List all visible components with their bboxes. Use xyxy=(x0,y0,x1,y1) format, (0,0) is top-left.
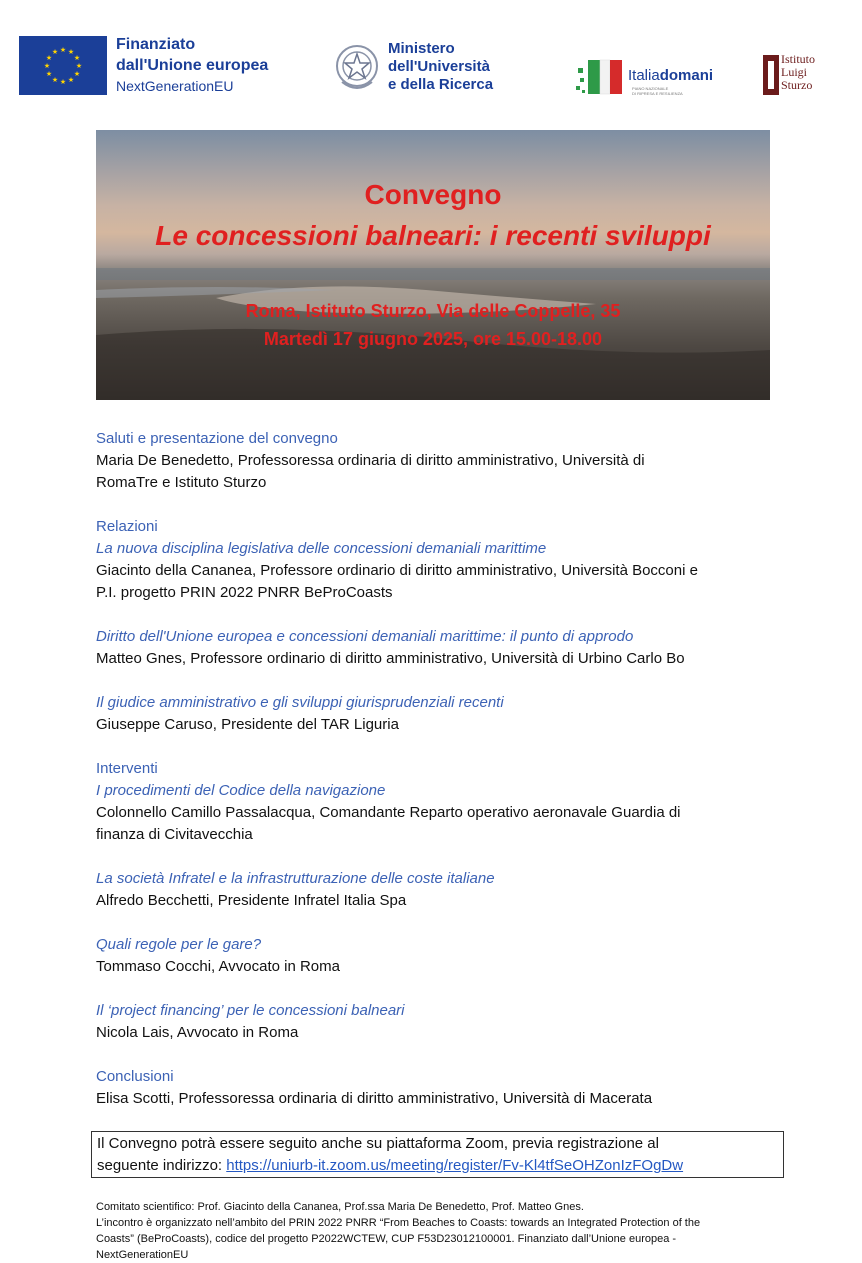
speaker: Tommaso Cocchi, Avvocato in Roma xyxy=(96,958,340,975)
event-banner xyxy=(96,130,770,400)
logo-header xyxy=(0,0,862,120)
talk-title: Diritto dell'Unione europea e concessioni demaniali marittime: il punto di approdo xyxy=(96,628,634,645)
talk-title: Quali regole per le gare? xyxy=(96,936,262,953)
talk-title: La nuova disciplina legislativa delle concessioni demaniali marittime xyxy=(96,540,547,557)
svg-text:★: ★ xyxy=(45,54,53,62)
beach-photo-illustration xyxy=(96,130,770,400)
ministry-label: Ministero dell'Università e della Ricerca xyxy=(388,40,494,93)
sturzo-label: Istituto Luigi Sturzo xyxy=(781,52,816,92)
zoom-link-line: seguente indirizzo: https://uniurb-it.zoom.us/meeting/register/Fv-Kl4tfSeOHZonIzFOgDw xyxy=(97,1157,684,1174)
speaker: P.I. progetto PRIN 2022 PNRR BeProCoasts xyxy=(96,584,393,601)
footer-line: L’incontro è organizzato nell’ambito del PRIN 2022 PNRR “From Beaches to Coasts: towards an Integrated Protection of the xyxy=(96,1217,701,1229)
talk-title: La società Infratel e la infrastrutturazione delle coste italiane xyxy=(96,870,495,887)
speaker: finanza di Civitavecchia xyxy=(96,826,253,843)
program xyxy=(96,428,786,1110)
italiadomani-label: Italiadomani xyxy=(628,67,714,84)
section-heading-interventi: Interventi xyxy=(96,760,158,777)
zoom-registration-box xyxy=(91,1131,784,1178)
svg-text:★: ★ xyxy=(51,76,59,84)
section-heading-conclusioni: Conclusioni xyxy=(96,1068,174,1085)
speaker: Giuseppe Caruso, Presidente del TAR Liguria xyxy=(96,716,399,733)
event-date: Martedì 17 giugno 2025, ore 15.00-18.00 xyxy=(263,329,603,349)
svg-text:★: ★ xyxy=(67,76,75,84)
svg-text:★: ★ xyxy=(59,78,67,86)
event-title: Le concessioni balneari: i recenti sviluppi xyxy=(155,220,711,251)
svg-text:★: ★ xyxy=(73,70,81,78)
speaker: Elisa Scotti, Professoressa ordinaria di diritto amministrativo, Università di Macerata xyxy=(96,1090,653,1107)
italiadomani-logo-icon xyxy=(574,54,626,98)
footer-notes xyxy=(96,1199,786,1263)
italian-republic-emblem-icon xyxy=(334,42,380,94)
eu-funding-label: Finanziato dall'Unione europea NextGenerationEU xyxy=(116,36,269,94)
zoom-registration-link[interactable]: https://uniurb-it.zoom.us/meeting/register/Fv-Kl4tfSeOHZonIzFOgDw xyxy=(226,1157,684,1174)
speaker: Matteo Gnes, Professore ordinario di diritto amministrativo, Università di Urbino Carlo Bo xyxy=(96,650,685,667)
speaker: Giacinto della Cananea, Professore ordinario di diritto amministrativo, Università Bocconi e xyxy=(96,562,698,579)
speaker: Nicola Lais, Avvocato in Roma xyxy=(96,1024,299,1041)
footer-line: Comitato scientifico: Prof. Giacinto della Cananea, Prof.ssa Maria De Benedetto, Prof. Matteo Gnes. xyxy=(96,1201,584,1213)
talk-title: Il ‘project financing’ per le concessioni balneari xyxy=(96,1002,405,1019)
speaker: Alfredo Becchetti, Presidente Infratel Italia Spa xyxy=(96,892,407,909)
zoom-info-text: Il Convegno potrà essere seguito anche su piattaforma Zoom, previa registrazione al xyxy=(97,1135,659,1152)
talk-title: I procedimenti del Codice della navigazione xyxy=(96,782,386,799)
svg-text:★: ★ xyxy=(73,54,81,62)
italiadomani-sublabel: PIANO NAZIONALE DI RIPRESA E RESILIENZA xyxy=(632,86,683,96)
event-location: Roma, Istituto Sturzo, Via delle Coppelle, 35 xyxy=(245,301,621,321)
speaker: Maria De Benedetto, Professoressa ordinaria di diritto amministrativo, Università di xyxy=(96,452,645,469)
svg-text:★: ★ xyxy=(59,46,67,54)
eu-flag-icon xyxy=(19,36,107,95)
talk-title: Il giudice amministrativo e gli sviluppi giurisprudenziali recenti xyxy=(96,694,504,711)
event-type: Convegno xyxy=(364,179,502,210)
speaker: RomaTre e Istituto Sturzo xyxy=(96,474,267,491)
footer-line: Coasts” (BeProCoasts), codice del progetto P2022WCTEW, CUP F53D23012100001. Finanziato dall’Unione europea - xyxy=(96,1233,677,1245)
svg-text:★: ★ xyxy=(43,62,51,70)
footer-line: NextGenerationEU xyxy=(96,1249,189,1261)
svg-text:★: ★ xyxy=(45,70,53,78)
svg-text:★: ★ xyxy=(67,48,75,56)
section-heading-relazioni: Relazioni xyxy=(96,518,158,535)
sturzo-logo-icon xyxy=(763,55,779,95)
speaker: Colonnello Camillo Passalacqua, Comandante Reparto operativo aeronavale Guardia di xyxy=(96,804,681,821)
section-heading-saluti: Saluti e presentazione del convegno xyxy=(96,430,338,447)
svg-text:★: ★ xyxy=(51,48,59,56)
svg-text:★: ★ xyxy=(75,62,83,70)
